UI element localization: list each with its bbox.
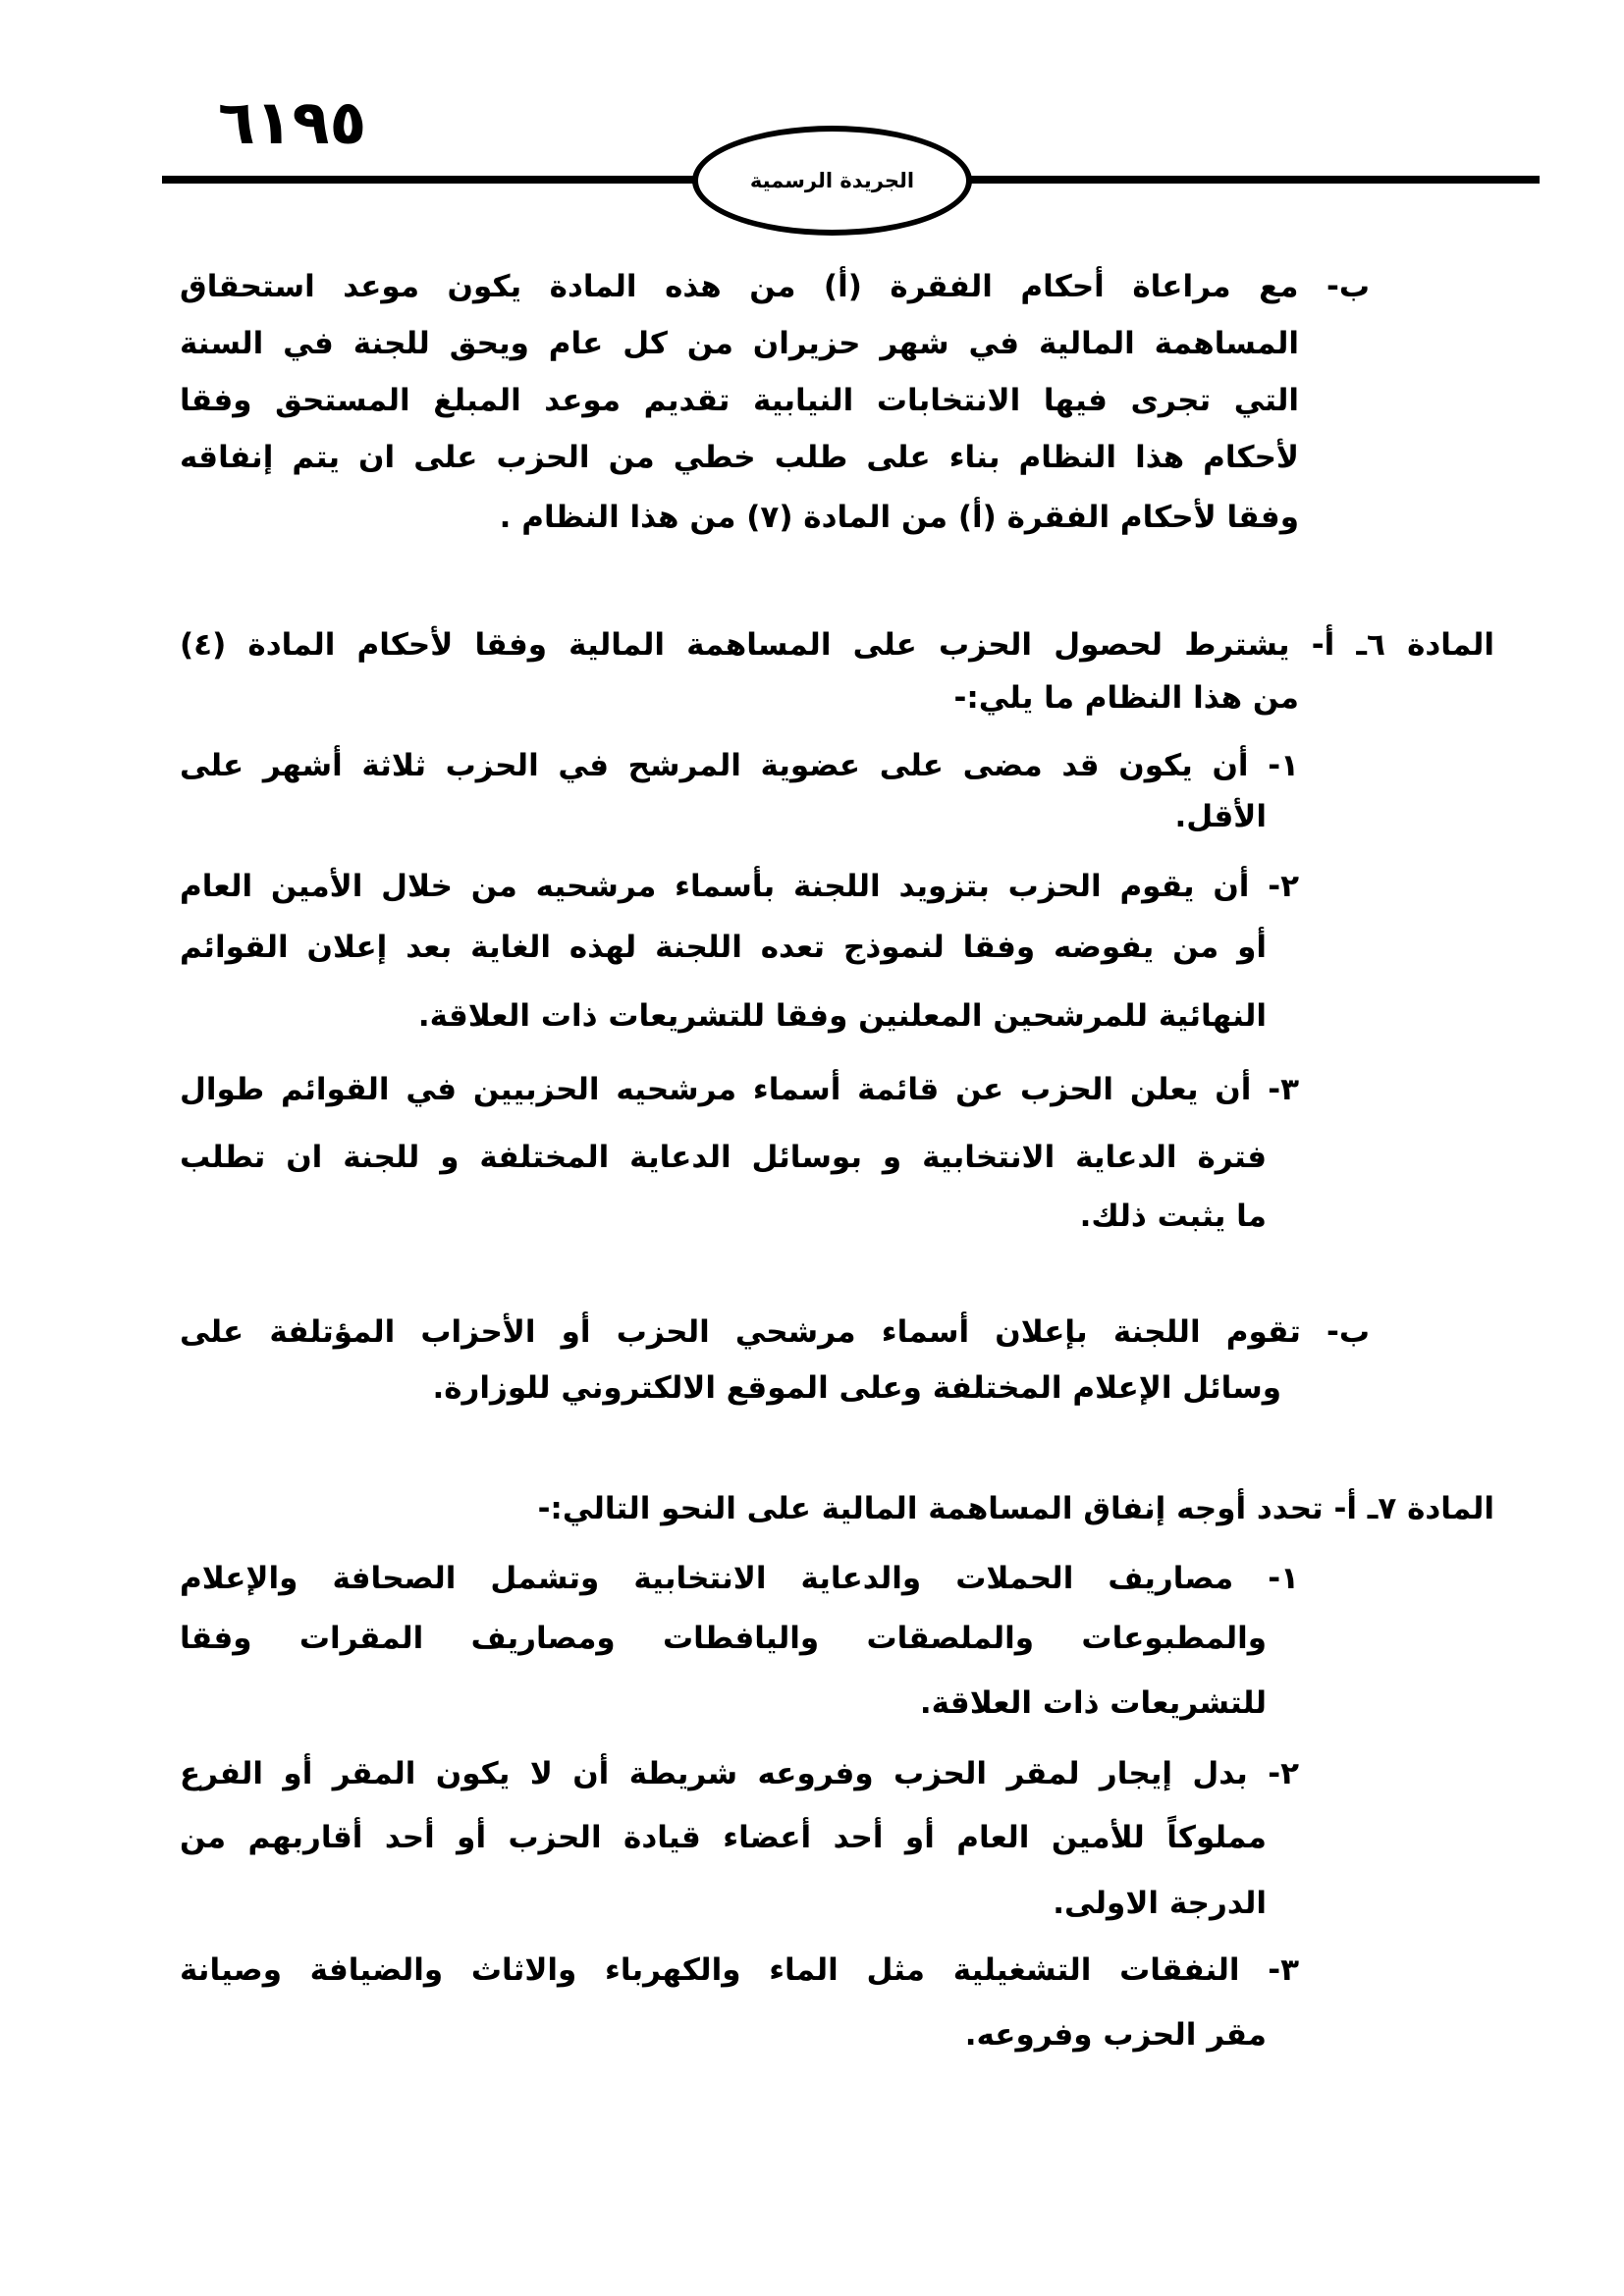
paragraph-line: ما يثبت ذلك. xyxy=(1079,1199,1267,1234)
paragraph-line: ب- مع مراعاة أحكام الفقرة (أ) من هذه المادة يكون موعد استحقاق xyxy=(180,269,1370,304)
list-item: ١- أن يكون قد مضى على عضوية المرشح في الحزب ثلاثة أشهر على xyxy=(180,748,1299,783)
paragraph-line: للتشريعات ذات العلاقة. xyxy=(919,1685,1267,1721)
paragraph-line: وسائل الإعلام المختلفة وعلى الموقع الالكتروني للوزارة. xyxy=(432,1370,1281,1406)
page-number: ٦١٩٥ xyxy=(218,86,367,158)
paragraph-line: مملوكاً للأمين العام أو أحد أعضاء قيادة الحزب أو أحد أقاربهم من xyxy=(180,1820,1267,1855)
article-6-heading: المادة ٦ـ أ- يشترط لحصول الحزب على المساهمة المالية وفقا لأحكام المادة (٤) xyxy=(180,627,1494,663)
paragraph-line: والمطبوعات والملصقات واليافطات ومصاريف المقرات وفقا xyxy=(180,1621,1267,1656)
gazette-title: الجريدة الرسمية xyxy=(749,169,915,192)
paragraph-line: من هذا النظام ما يلي:- xyxy=(953,680,1299,716)
list-item: ١- مصاريف الحملات والدعاية الانتخابية وتشمل الصحافة والإعلام xyxy=(180,1561,1299,1596)
gazette-title-oval xyxy=(692,126,972,236)
paragraph-line: المساهمة المالية في شهر حزيران من كل عام ويحق للجنة في السنة xyxy=(180,326,1299,361)
paragraph-line: فترة الدعاية الانتخابية و بوسائل الدعاية المختلفة و للجنة ان تطلب xyxy=(180,1140,1267,1175)
list-item: ٢- أن يقوم الحزب بتزويد اللجنة بأسماء مرشحيه من خلال الأمين العام xyxy=(180,869,1299,904)
list-item: ٣- النفقات التشغيلية مثل الماء والكهرباء والاثاث والضيافة وصيانة xyxy=(180,1952,1299,1988)
paragraph-line: النهائية للمرشحين المعلنين وفقا للتشريعات ذات العلاقة. xyxy=(417,998,1267,1034)
paragraph-line: لأحكام هذا النظام بناء على طلب خطي من الحزب على ان يتم إنفاقه xyxy=(180,440,1299,475)
paragraph-line: التي تجرى فيها الانتخابات النيابية تقديم موعد المبلغ المستحق وفقا xyxy=(180,383,1299,418)
paragraph-line: الأقل. xyxy=(1174,799,1267,834)
list-item: ٢- بدل إيجار لمقر الحزب وفروعه شريطة أن لا يكون المقر أو الفرع xyxy=(180,1756,1299,1791)
article-7-heading: المادة ٧ـ أ- تحدد أوجه إنفاق المساهمة المالية على النحو التالي:- xyxy=(537,1491,1494,1526)
list-item: ٣- أن يعلن الحزب عن قائمة أسماء مرشحيه الحزبيين في القوائم طوال xyxy=(180,1072,1299,1107)
paragraph-line: وفقا لأحكام الفقرة (أ) من المادة (٧) من هذا النظام . xyxy=(499,500,1299,535)
paragraph-line: مقر الحزب وفروعه. xyxy=(964,2017,1267,2053)
paragraph-line: أو من يفوضه وفقا لنموذج تعده اللجنة لهذه الغاية بعد إعلان القوائم xyxy=(180,930,1267,965)
paragraph-line: ب- تقوم اللجنة بإعلان أسماء مرشحي الحزب أو الأحزاب المؤتلفة على xyxy=(180,1314,1370,1350)
paragraph-line: الدرجة الاولى. xyxy=(1053,1886,1267,1921)
